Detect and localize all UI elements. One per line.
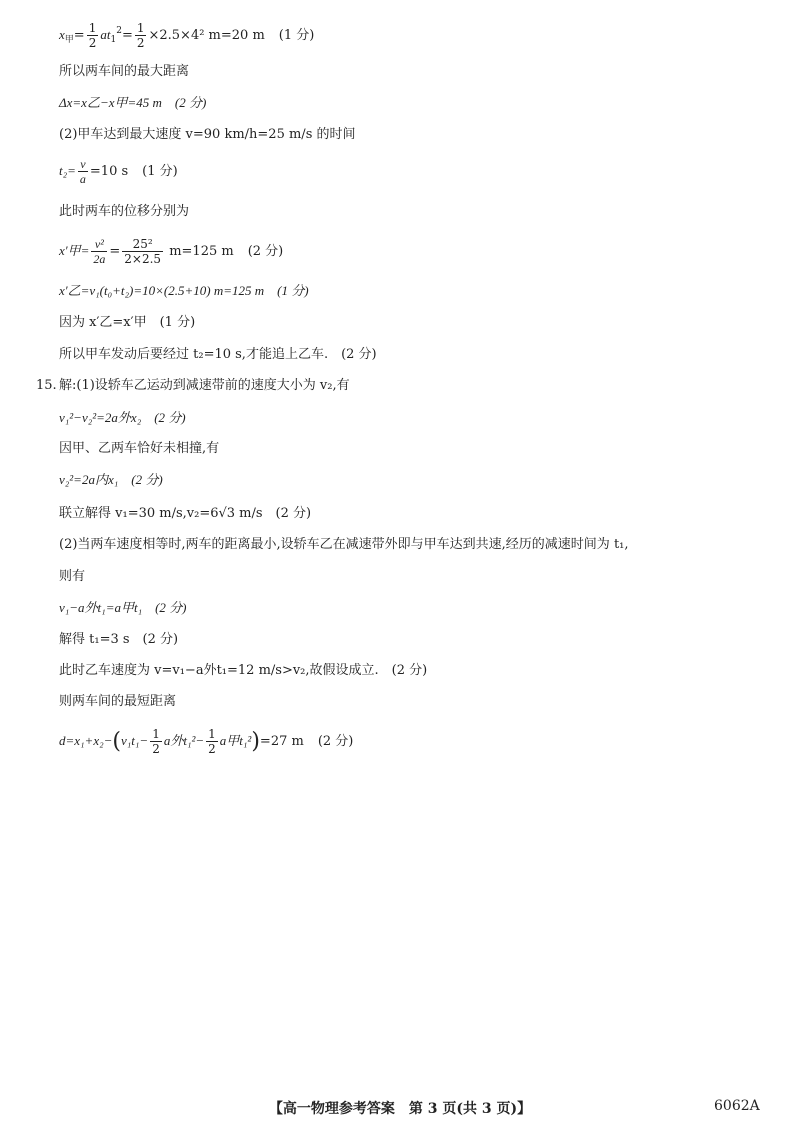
text-line: 则有 xyxy=(59,569,86,584)
text-line: 因为 x′乙=x′甲 (1 分) xyxy=(59,315,196,330)
formula-v2-squared: v₂²=2a内x₁ (2 分) xyxy=(59,472,163,487)
formula-x-prime-yi: x′乙=v₁(t₀+t₂)=10×(2.5+10) m=125 m (1 分) xyxy=(59,283,309,298)
text-line: 所以甲车发动后要经过 t₂=10 s,才能追上乙车. (2 分) xyxy=(59,347,377,362)
text-line: (2)当两车速度相等时,两车的距离最小,设轿车乙在减速带外即与甲车达到共速,经历的减速时间为 t₁, xyxy=(59,537,629,552)
formula-x-prime-jia: x′甲= $\frac{\text{v²}}{2a}$ = $\frac{\text{25²}}{2\times 2.5}$ m=125 m (2 分) xyxy=(59,237,284,266)
text-line: 则两车间的最短距离 xyxy=(59,694,177,709)
formula-t2: t₂= $\frac{v}{a}$ =10 s (1 分) xyxy=(59,157,178,186)
text-line: 联立解得 v₁=30 m/s,v₂=6√3 m/s (2 分) xyxy=(59,506,312,521)
formula-d: d=x₁+x₂−(v₁t₁− $\frac{1}{2}$ a外t₁²− $\frac{1}{2}$ a甲t₁²)=27 m (2 分) xyxy=(59,727,354,756)
formula-v-squared: v₁²−v₂²=2a外x₂ (2 分) xyxy=(59,410,186,425)
text-line: 所以两车间的最大距离 xyxy=(59,64,190,79)
formula-equal-speed: v₁−a外t₁=a甲t₁ (2 分) xyxy=(59,600,187,615)
doc-code: 6062A xyxy=(714,1098,760,1114)
text-line: (2)甲车达到最大速度 v=90 km/h=25 m/s 的时间 xyxy=(59,127,356,142)
page-footer: 【高一物理参考答案 第 3 页(共 3 页)】 xyxy=(268,1101,532,1117)
text-line: 此时两车的位移分别为 xyxy=(59,204,190,219)
text-line: 解:(1)设轿车乙运动到减速带前的速度大小为 v₂,有 xyxy=(59,378,350,393)
formula-x-jia: $x_甲=$ $\frac{1}{2}$ $at_1^2=$ $\frac{1}{2}$ ×2.5×4² m=20 m (1 分) xyxy=(59,21,315,50)
text-line: 因甲、乙两车恰好未相撞,有 xyxy=(59,441,220,456)
formula-delta-x: Δx=x乙−x甲=45 m (2 分) xyxy=(59,95,207,110)
question-number: 15. xyxy=(36,378,57,393)
text-line: 解得 t₁=3 s (2 分) xyxy=(59,632,179,647)
text-line: 此时乙车速度为 v=v₁−a外t₁=12 m/s>v₂,故假设成立. (2 分) xyxy=(59,663,428,678)
